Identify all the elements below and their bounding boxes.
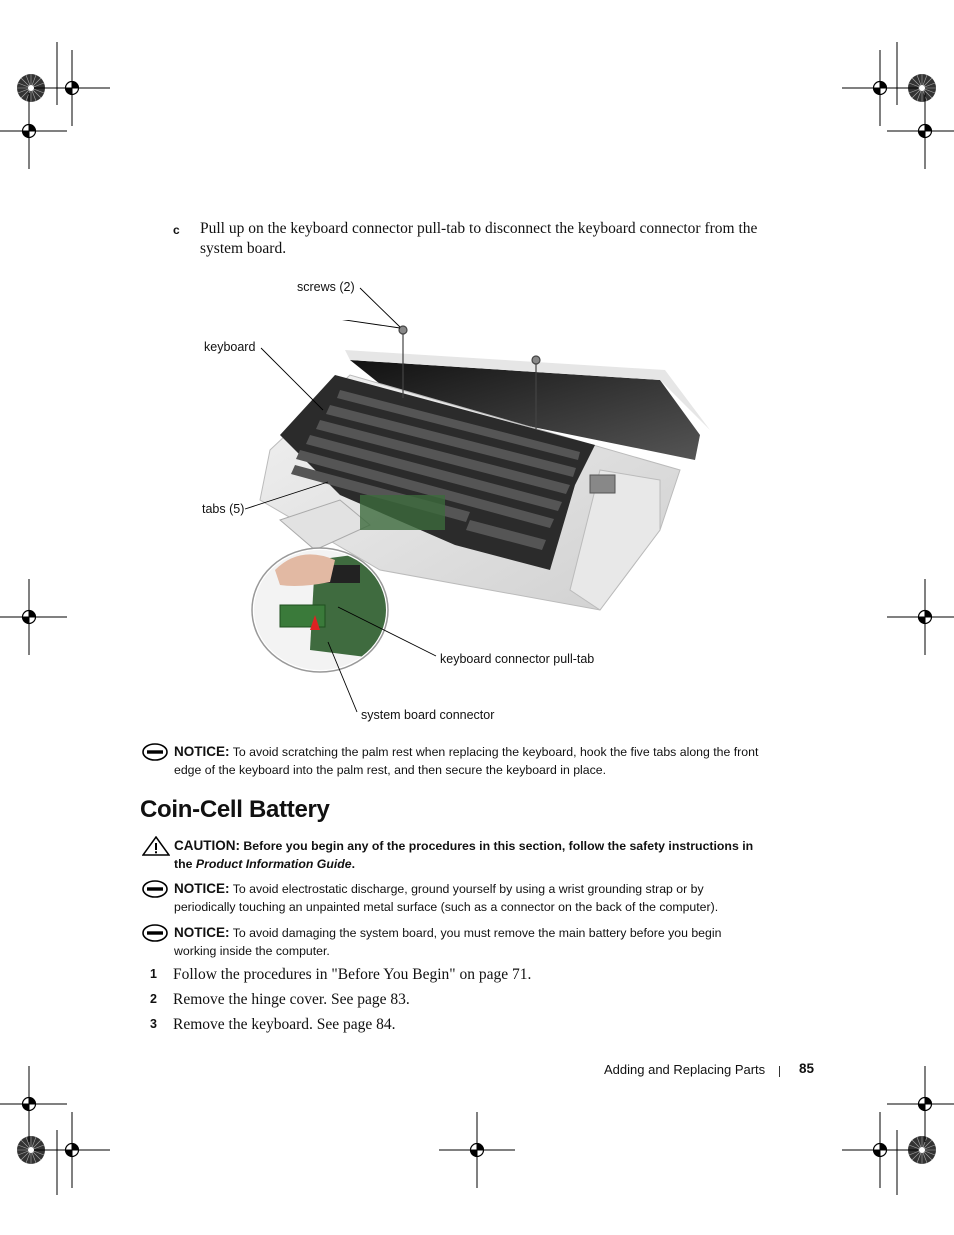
notice-text: To avoid electrostatic discharge, ground yourself by using a wrist grounding strap or by periodically touching an unpainted metal surface (such as a connector on the back of the computer). xyxy=(174,882,719,914)
step-number: 2 xyxy=(150,992,157,1006)
section-heading: Coin-Cell Battery xyxy=(140,796,330,823)
callout-pull-tab: keyboard connector pull-tab xyxy=(440,652,595,666)
step-letter: c xyxy=(173,223,180,237)
notice-text: To avoid scratching the palm rest when replacing the keyboard, hook the five tabs along the front edge of the keyboard into the palm rest, and then secure the keyboard in place. xyxy=(174,745,759,777)
notice-icon xyxy=(142,924,168,942)
notice-text: To avoid damaging the system board, you must remove the main battery before you begin working inside the computer. xyxy=(174,926,722,958)
step-text: Follow the procedures in "Before You Begin" on page 71. xyxy=(173,966,532,983)
step-text: Pull up on the keyboard connector pull-tab to disconnect the keyboard connector from the system board. xyxy=(200,220,758,257)
notice-label: NOTICE: xyxy=(174,925,230,940)
step-text: Remove the keyboard. See page 84. xyxy=(173,1016,396,1033)
caution-label: CAUTION: xyxy=(174,838,240,853)
callout-tabs: tabs (5) xyxy=(202,502,245,516)
caution-text: Before you begin any of the procedures in this section, follow the safety instructions in the xyxy=(174,839,754,871)
caution-text-end: . xyxy=(351,856,356,871)
caution-triangle-icon xyxy=(142,836,170,856)
notice-label: NOTICE: xyxy=(174,881,230,896)
step-number: 1 xyxy=(150,967,157,981)
notice-icon xyxy=(142,743,168,761)
callout-screws: screws (2) xyxy=(297,280,355,294)
footer-section-name: Adding and Replacing Parts xyxy=(604,1062,766,1077)
product-information-guide: Product Information Guide xyxy=(195,856,352,871)
notice-keyboard-tabs xyxy=(142,743,762,779)
step-text: Remove the hinge cover. See page 83. xyxy=(173,991,410,1008)
callout-keyboard: keyboard xyxy=(204,340,256,354)
notice-icon xyxy=(142,880,168,898)
page-number: 85 xyxy=(799,1061,815,1076)
step-number: 3 xyxy=(150,1017,157,1031)
notice-electrostatic xyxy=(142,880,762,916)
notice-main-battery xyxy=(142,924,762,960)
notice-label: NOTICE: xyxy=(174,744,230,759)
callout-system-board-connector: system board connector xyxy=(361,708,495,722)
footer-divider xyxy=(779,1066,780,1077)
caution-safety xyxy=(142,837,762,873)
